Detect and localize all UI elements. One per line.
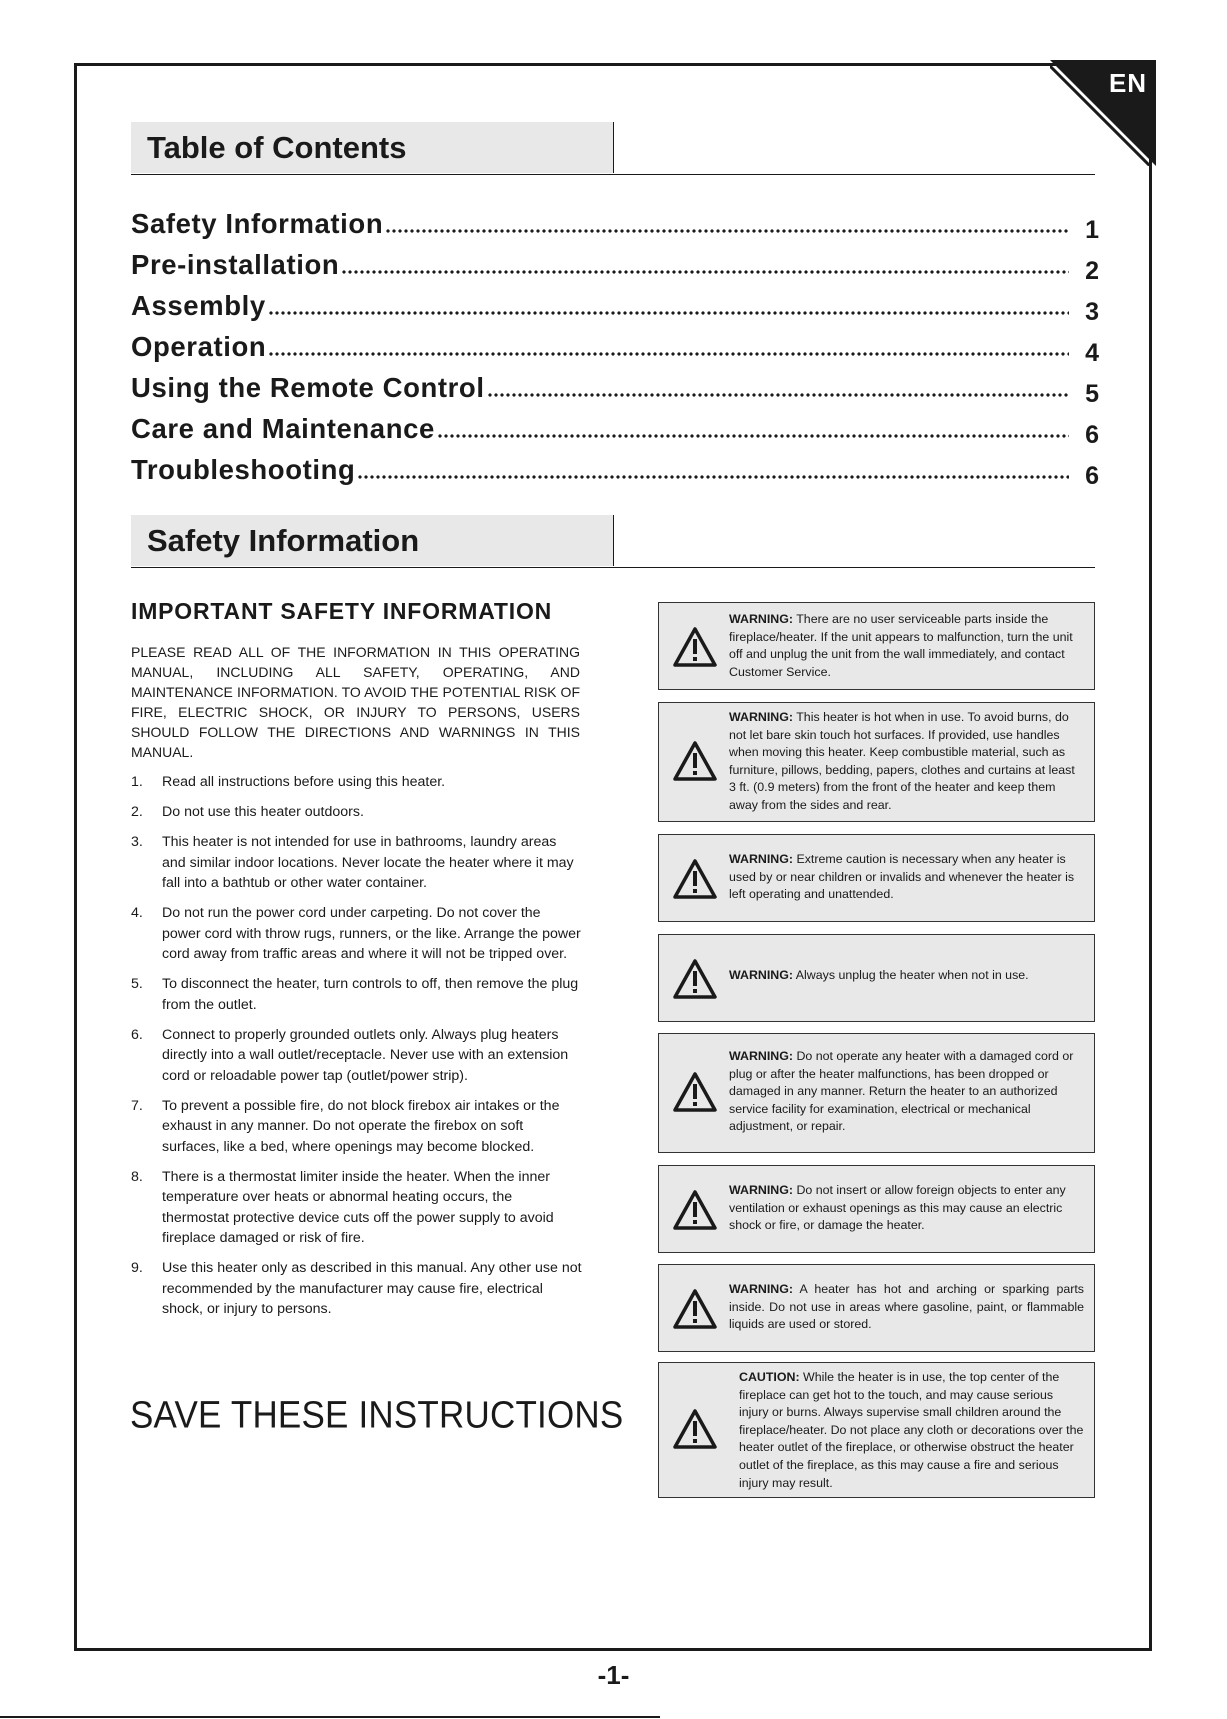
rule-text: This heater is not intended for use in bathrooms, laundry areas and similar indoor locations. Never locate the heater where it may fall into a bathtub or other water container. [162,834,574,891]
warning-keyword: WARNING: [729,1183,794,1197]
toc-entry-page: 2 [1085,257,1099,285]
rule-text: To disconnect the heater, turn controls to off, then remove the plug from the outlet. [162,976,579,1013]
bottom-rule [0,1716,660,1718]
warning-body: Do not operate any heater with a damaged cord or plug or after the heater malfunctions, has been dropped or damaged in any manner. Return the heater to an authorized service facility for examination, electrical or mechanical adjustment, or repair. [729,1049,1074,1134]
toc-list [131,200,1099,490]
warning-box [658,602,1095,690]
toc-entry[interactable] [131,323,1099,367]
toc-entry-page: 5 [1085,380,1099,408]
warning-box [658,702,1095,822]
rule-number: 7. [131,1097,143,1114]
warning-keyword: WARNING: [729,710,794,724]
toc-entry[interactable] [131,282,1099,326]
warning-box [658,1033,1095,1153]
toc-entry[interactable] [131,200,1099,244]
toc-entry-page: 6 [1085,421,1099,449]
toc-entry-page: 6 [1085,462,1099,490]
warning-text [729,1281,1084,1334]
language-badge: EN [1108,68,1148,98]
warning-body: A heater has hot and arching or sparking parts inside. Do not use in areas where gasoline, paint, or flammable liquids are used or stored. [729,1282,1084,1332]
warning-triangle-icon [673,741,717,781]
toc-leader [487,393,1069,397]
safety-header [131,515,1095,568]
toc-header [131,122,1095,175]
warning-text [729,709,1084,815]
rule-number: 2. [131,804,143,820]
warning-body: There are no user serviceable parts inside the fireplace/heater. If the unit appears to malfunction, turn the unit off and unplug the unit from the wall immediately, and contact Customer Service. [729,612,1073,679]
safety-rule [131,974,583,1015]
rule-number: 9. [131,1260,143,1276]
safety-title: Safety Information [131,515,614,566]
safety-rule [131,802,583,823]
toc-entry[interactable] [131,405,1099,449]
warning-keyword: CAUTION: [739,1370,800,1384]
safety-rule [131,1025,583,1087]
toc-entry-label: Safety Information [131,208,384,239]
toc-entry-page: 4 [1085,339,1099,367]
safety-intro: PLEASE READ ALL OF THE INFORMATION IN THIS OPERATING MANUAL, INCLUDING ALL SAFETY, OPERATING, AND MAINTENANCE INFORMATION. TO AVOID THE POTENTIAL RISK OF FIRE, ELECTRIC SHOCK, OR INJURY TO PERSONS, USERS SHOULD FOLLOW THE DIRECTIONS AND WARNINGS IN THIS MANUAL. [131,644,580,760]
toc-entry-label: Operation [131,331,267,362]
safety-rule [131,1258,583,1320]
safety-rules-list [131,772,583,1329]
warning-keyword: WARNING: [729,612,794,626]
warning-body: While the heater is in use, the top center of the fireplace can get hot to the touch, and may cause serious injury or burns. Always supervise small children around the fireplace/heater. Do not place any cloth or decorations over the heater outlet of the fireplace, or otherwise obstruct the heater outlet of the fireplace, as this may cause a fire and serious injury may result. [739,1370,1084,1490]
rule-text: To prevent a possible fire, do not block firebox air intakes or the exhaust in any manner. Do not operate the firebox on soft surfaces, like a bed, where openings may become blocked. [162,1097,560,1155]
toc-leader [357,475,1069,479]
warning-keyword: WARNING: [729,1049,794,1063]
safety-rule [131,903,583,965]
safety-rule [131,1096,583,1158]
warning-body: Do not insert or allow foreign objects to enter any ventilation or exhaust openings as this may cause an electric shock or fire, or damage the heater. [729,1183,1066,1233]
page-number: -1- [597,1660,630,1690]
toc-entry[interactable] [131,364,1099,408]
safety-rule [131,832,583,894]
warning-text [729,611,1084,681]
toc-entry-label: Troubleshooting [131,454,356,485]
warning-text [729,1048,1084,1136]
rule-text: Use this heater only as described in this manual. Any other use not recommended by the manufacturer may cause fire, electrical shock, or injury to persons. [162,1260,582,1317]
toc-entry-label: Pre-installation [131,249,340,280]
warning-body: Always unplug the heater when not in use. [793,968,1029,982]
save-instructions: SAVE THESE INSTRUCTIONS [130,1394,624,1437]
caution-box [658,1362,1095,1498]
rule-number: 8. [131,1168,143,1185]
rule-number: 5. [131,976,143,992]
warning-keyword: WARNING: [729,968,794,982]
rule-text: Do not run the power cord under carpeting. Do not cover the power cord with throw rugs, runners, or the like. Arrange the power cord away from traffic areas and where it will not be tripped over. [162,905,581,962]
warning-triangle-icon [673,1409,717,1449]
warning-box [658,834,1095,922]
warning-text [739,1369,1084,1492]
rule-text: There is a thermostat limiter inside the heater. When the inner temperature over heats or abnormal heating occurs, the thermostat protective device cuts off the power supply to avoid fireplace damaged or risk of fire. [162,1168,554,1246]
safety-rule [131,1167,583,1249]
warning-text [729,851,1084,904]
warning-body: Extreme caution is necessary when any heater is used by or near children or invalids and whenever the heater is left operating and unattended. [729,852,1075,902]
warning-keyword: WARNING: [729,1282,794,1296]
rule-number: 6. [131,1026,143,1043]
warning-triangle-icon [673,1289,717,1329]
toc-entry[interactable] [131,241,1099,285]
toc-title: Table of Contents [131,122,614,173]
warning-text [729,1182,1084,1235]
toc-leader [268,311,1069,315]
toc-entry-page: 3 [1085,298,1099,326]
safety-rule [131,772,583,793]
warning-triangle-icon [673,1190,717,1230]
toc-entry-label: Care and Maintenance [131,413,435,444]
warning-triangle-icon [673,627,717,667]
toc-leader [437,434,1069,438]
rule-number: 4. [131,905,143,921]
rule-number: 1. [131,774,143,790]
rule-text: Read all instructions before using this heater. [162,774,446,790]
warning-box [658,1165,1095,1253]
warning-box [658,934,1095,1022]
warning-body: This heater is hot when in use. To avoid burns, do not let bare skin touch hot surfaces. If provided, use handles when moving this heater. Keep combustible material, such as furniture, pillows, bedding, papers, clothes and curtains at least 3 ft. (0.9 meters) from the front of the heater and keep them away from the sides and rear. [729,710,1075,812]
warning-text [729,967,1084,985]
toc-entry-label: Assembly [131,290,266,321]
toc-entry-page: 1 [1085,216,1099,244]
important-safety-heading: IMPORTANT SAFETY INFORMATION [131,598,553,624]
warning-triangle-icon [673,959,717,999]
toc-entry[interactable] [131,446,1099,490]
toc-leader [341,270,1069,274]
toc-leader [268,352,1069,356]
warning-triangle-icon [673,859,717,899]
warning-box [658,1264,1095,1352]
toc-leader [385,229,1069,233]
warning-keyword: WARNING: [729,852,794,866]
toc-entry-label: Using the Remote Control [131,372,485,403]
rule-text: Connect to properly grounded outlets only. Always plug heaters directly into a wall outlet/receptacle. Never use with an extension cord or reloadable power tap (outlet/power strip). [162,1026,569,1084]
rule-text: Do not use this heater outdoors. [162,804,364,820]
rule-number: 3. [131,834,143,850]
warning-triangle-icon [673,1072,717,1112]
